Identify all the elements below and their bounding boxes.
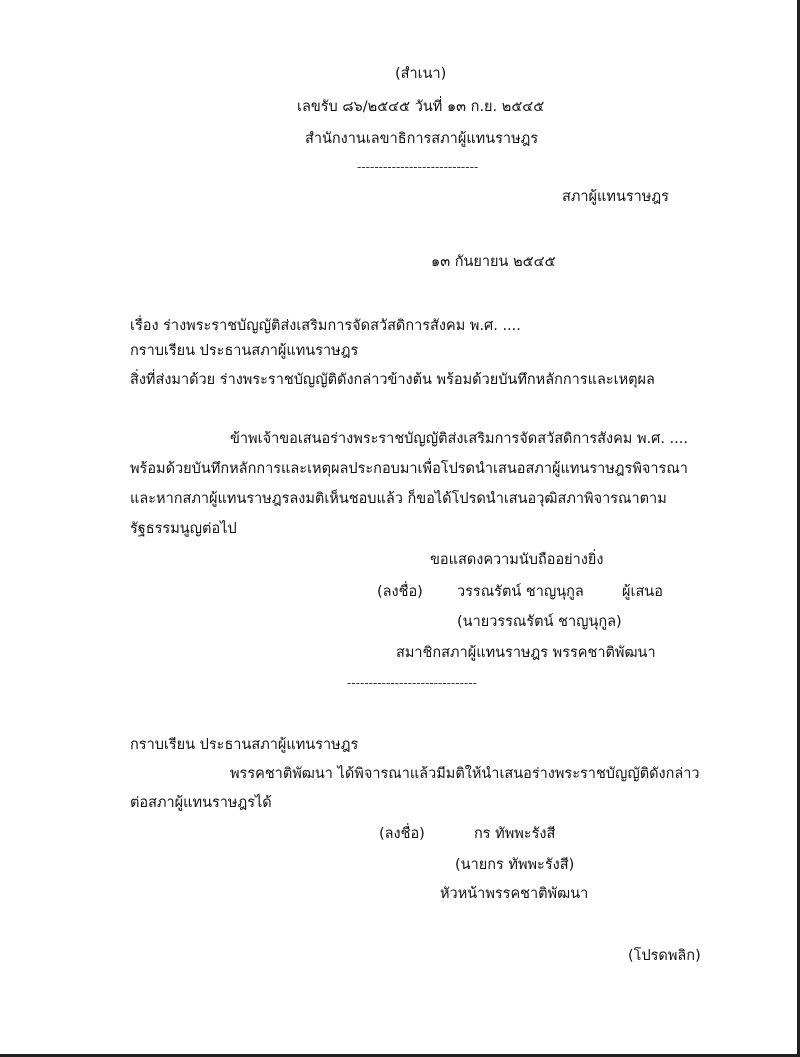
body-line: พร้อมด้วยบันทึกหลักการและเหตุผลประกอบมาเพื่อโปรดนำเสนอสภาผู้แทนราษฎรพิจารณา xyxy=(130,461,688,477)
header-divider: ---------------------------- xyxy=(357,160,479,174)
signer-position: สมาชิกสภาผู้แทนราษฎร พรรคชาติพัฒนา xyxy=(396,645,656,661)
endorsement-salutation: กราบเรียน ประธานสภาผู้แทนราษฎร xyxy=(130,737,359,753)
copy-mark: (สำเนา) xyxy=(395,66,447,82)
office-name: สำนักงานเลขาธิการสภาผู้แทนราษฎร xyxy=(305,131,539,147)
enclosure-line: สิ่งที่ส่งมาด้วย ร่างพระราชบัญญัติดังกล่าวข้างต้น พร้อมด้วยบันทึกหลักการและเหตุผล xyxy=(130,372,655,388)
signed-label: (ลงชื่อ) xyxy=(377,584,423,600)
endorsement-body-line: พรรคชาติพัฒนา ได้พิจารณาแล้วมีมติให้นำเสนอร่างพระราชบัญญัติดังกล่าว xyxy=(230,766,700,782)
subject-line: เรื่อง ร่างพระราชบัญญัติส่งเสริมการจัดสวัสดิการสังคม พ.ศ. .... xyxy=(130,318,521,334)
letter-date: ๑๓ กันยายน ๒๕๔๕ xyxy=(431,254,556,270)
sender-org: สภาผู้แทนราษฎร xyxy=(562,189,669,205)
endorsement-signer-position: หัวหน้าพรรคชาติพัฒนา xyxy=(440,886,589,902)
body-line: และหากสภาผู้แทนราษฎรลงมติเห็นชอบแล้ว ก็ขอได้โปรดนำเสนอวุฒิสภาพิจารณาตาม xyxy=(130,491,667,507)
endorsement-signer-name: กร ทัพพะรังสี xyxy=(474,826,556,842)
letter-divider: ------------------------------ xyxy=(347,676,477,690)
signer-full-name: (นายวรรณรัตน์ ชาญนุกูล) xyxy=(457,614,622,630)
body-line: ข้าพเจ้าขอเสนอร่างพระราชบัญญัติส่งเสริมการจัดสวัสดิการสังคม พ.ศ. .... xyxy=(230,431,688,447)
turn-over-note: (โปรดพลิก) xyxy=(628,948,701,964)
body-line: รัฐธรรมนูญต่อไป xyxy=(130,521,237,537)
receipt-line: เลขรับ ๘๖/๒๕๔๕ วันที่ ๑๓ ก.ย. ๒๕๔๕ xyxy=(297,99,545,115)
signer-name: วรรณรัตน์ ชาญนุกูล xyxy=(457,584,584,600)
endorsement-signer-full-name: (นายกร ทัพพะรังสี) xyxy=(455,857,575,873)
endorsement-signed-label: (ลงชื่อ) xyxy=(379,826,425,842)
closing: ขอแสดงความนับถืออย่างยิ่ง xyxy=(430,552,604,568)
salutation: กราบเรียน ประธานสภาผู้แทนราษฎร xyxy=(130,343,359,359)
signer-role: ผู้เสนอ xyxy=(622,584,663,600)
endorsement-body-line: ต่อสภาผู้แทนราษฎรได้ xyxy=(130,795,272,811)
